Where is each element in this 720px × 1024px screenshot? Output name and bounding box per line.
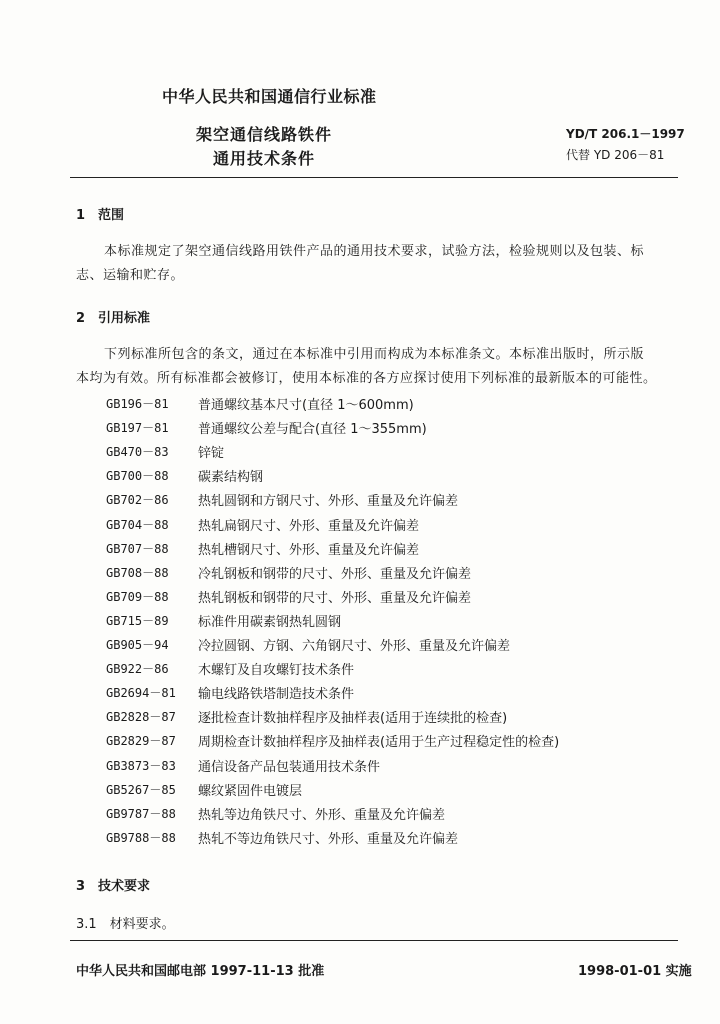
reference-title: 热轧圆钢和方钢尺寸、外形、重量及允许偏差 — [198, 494, 459, 509]
reference-code: GB9788－88 — [106, 831, 176, 845]
section-1-paragraph-line1: 本标准规定了架空通信线路用铁件产品的通用技术要求，试验方法，检验规则以及包装、标 — [104, 244, 645, 259]
section-3-1-heading: 3.1 材料要求。 — [76, 917, 175, 932]
reference-title: 热轧扁钢尺寸、外形、重量及允许偏差 — [198, 519, 420, 534]
section-3-heading: 3 技术要求 — [76, 879, 151, 894]
reference-code: GB197－81 — [106, 421, 169, 435]
reference-title: 木螺钉及自攻螺钉技术条件 — [198, 663, 355, 678]
reference-title: 周期检查计数抽样程序及抽样表(适用于生产过程稳定性的检查) — [198, 735, 560, 750]
reference-title: 螺纹紧固件电镀层 — [198, 784, 303, 799]
reference-code: GB922－86 — [106, 662, 169, 676]
reference-code: GB709－88 — [106, 590, 169, 604]
standard-code: YD/T 206.1－1997 — [566, 127, 685, 141]
section-2-paragraph-line1: 下列标准所包含的条文，通过在本标准中引用而构成为本标准条文。本标准出版时，所示版 — [104, 347, 645, 362]
reference-code: GB2829－87 — [106, 734, 176, 748]
section-1-paragraph-line2: 志、运输和贮存。 — [76, 268, 185, 283]
reference-title: 普通螺纹公差与配合(直径 1～355mm) — [198, 422, 427, 437]
reference-title: 输电线路铁塔制造技术条件 — [198, 687, 355, 702]
reference-title: 冷拉圆钢、方钢、六角钢尺寸、外形、重量及允许偏差 — [198, 639, 511, 654]
reference-code: GB5267－85 — [106, 783, 176, 797]
reference-code: GB702－86 — [106, 493, 169, 507]
reference-code: GB704－88 — [106, 518, 169, 532]
reference-title: 锌锭 — [198, 446, 225, 461]
reference-code: GB196－81 — [106, 397, 169, 411]
reference-title: 热轧槽钢尺寸、外形、重量及允许偏差 — [198, 543, 420, 558]
reference-code: GB905－94 — [106, 638, 169, 652]
reference-title: 碳素结构钢 — [198, 470, 264, 485]
section-2-heading: 2 引用标准 — [76, 311, 151, 326]
approval-line: 中华人民共和国邮电部 1997-11-13 批准 — [76, 964, 325, 979]
section-2-paragraph-line2: 本均为有效。所有标准都会被修订，使用本标准的各方应探讨使用下列标准的最新版本的可能性。 — [76, 371, 657, 386]
document-title-line1: 架空通信线路铁件 — [196, 125, 333, 144]
reference-title: 冷轧钢板和钢带的尺寸、外形、重量及允许偏差 — [198, 567, 472, 582]
reference-code: GB2694－81 — [106, 686, 176, 700]
header-divider — [70, 177, 678, 178]
standard-body-title: 中华人民共和国通信行业标准 — [162, 87, 377, 106]
reference-title: 热轧等边角铁尺寸、外形、重量及允许偏差 — [198, 808, 446, 823]
reference-code: GB9787－88 — [106, 807, 176, 821]
effective-date: 1998-01-01 实施 — [578, 964, 692, 979]
reference-code: GB707－88 — [106, 542, 169, 556]
reference-title: 热轧不等边角铁尺寸、外形、重量及允许偏差 — [198, 832, 459, 847]
reference-code: GB2828－87 — [106, 710, 176, 724]
footer-divider — [70, 940, 678, 941]
reference-code: GB700－88 — [106, 469, 169, 483]
reference-code: GB708－88 — [106, 566, 169, 580]
reference-title: 标准件用碳素钢热轧圆钢 — [198, 615, 342, 630]
reference-code: GB3873－83 — [106, 759, 176, 773]
reference-title: 普通螺纹基本尺寸(直径 1～600mm) — [198, 398, 414, 413]
replaces-standard: 代替 YD 206－81 — [566, 148, 665, 162]
document-title-line2: 通用技术条件 — [213, 149, 316, 168]
reference-code: GB470－83 — [106, 445, 169, 459]
reference-title: 热轧钢板和钢带的尺寸、外形、重量及允许偏差 — [198, 591, 472, 606]
section-1-heading: 1 范围 — [76, 208, 125, 223]
reference-code: GB715－89 — [106, 614, 169, 628]
reference-title: 逐批检查计数抽样程序及抽样表(适用于连续批的检查) — [198, 711, 508, 726]
reference-title: 通信设备产品包装通用技术条件 — [198, 760, 381, 775]
